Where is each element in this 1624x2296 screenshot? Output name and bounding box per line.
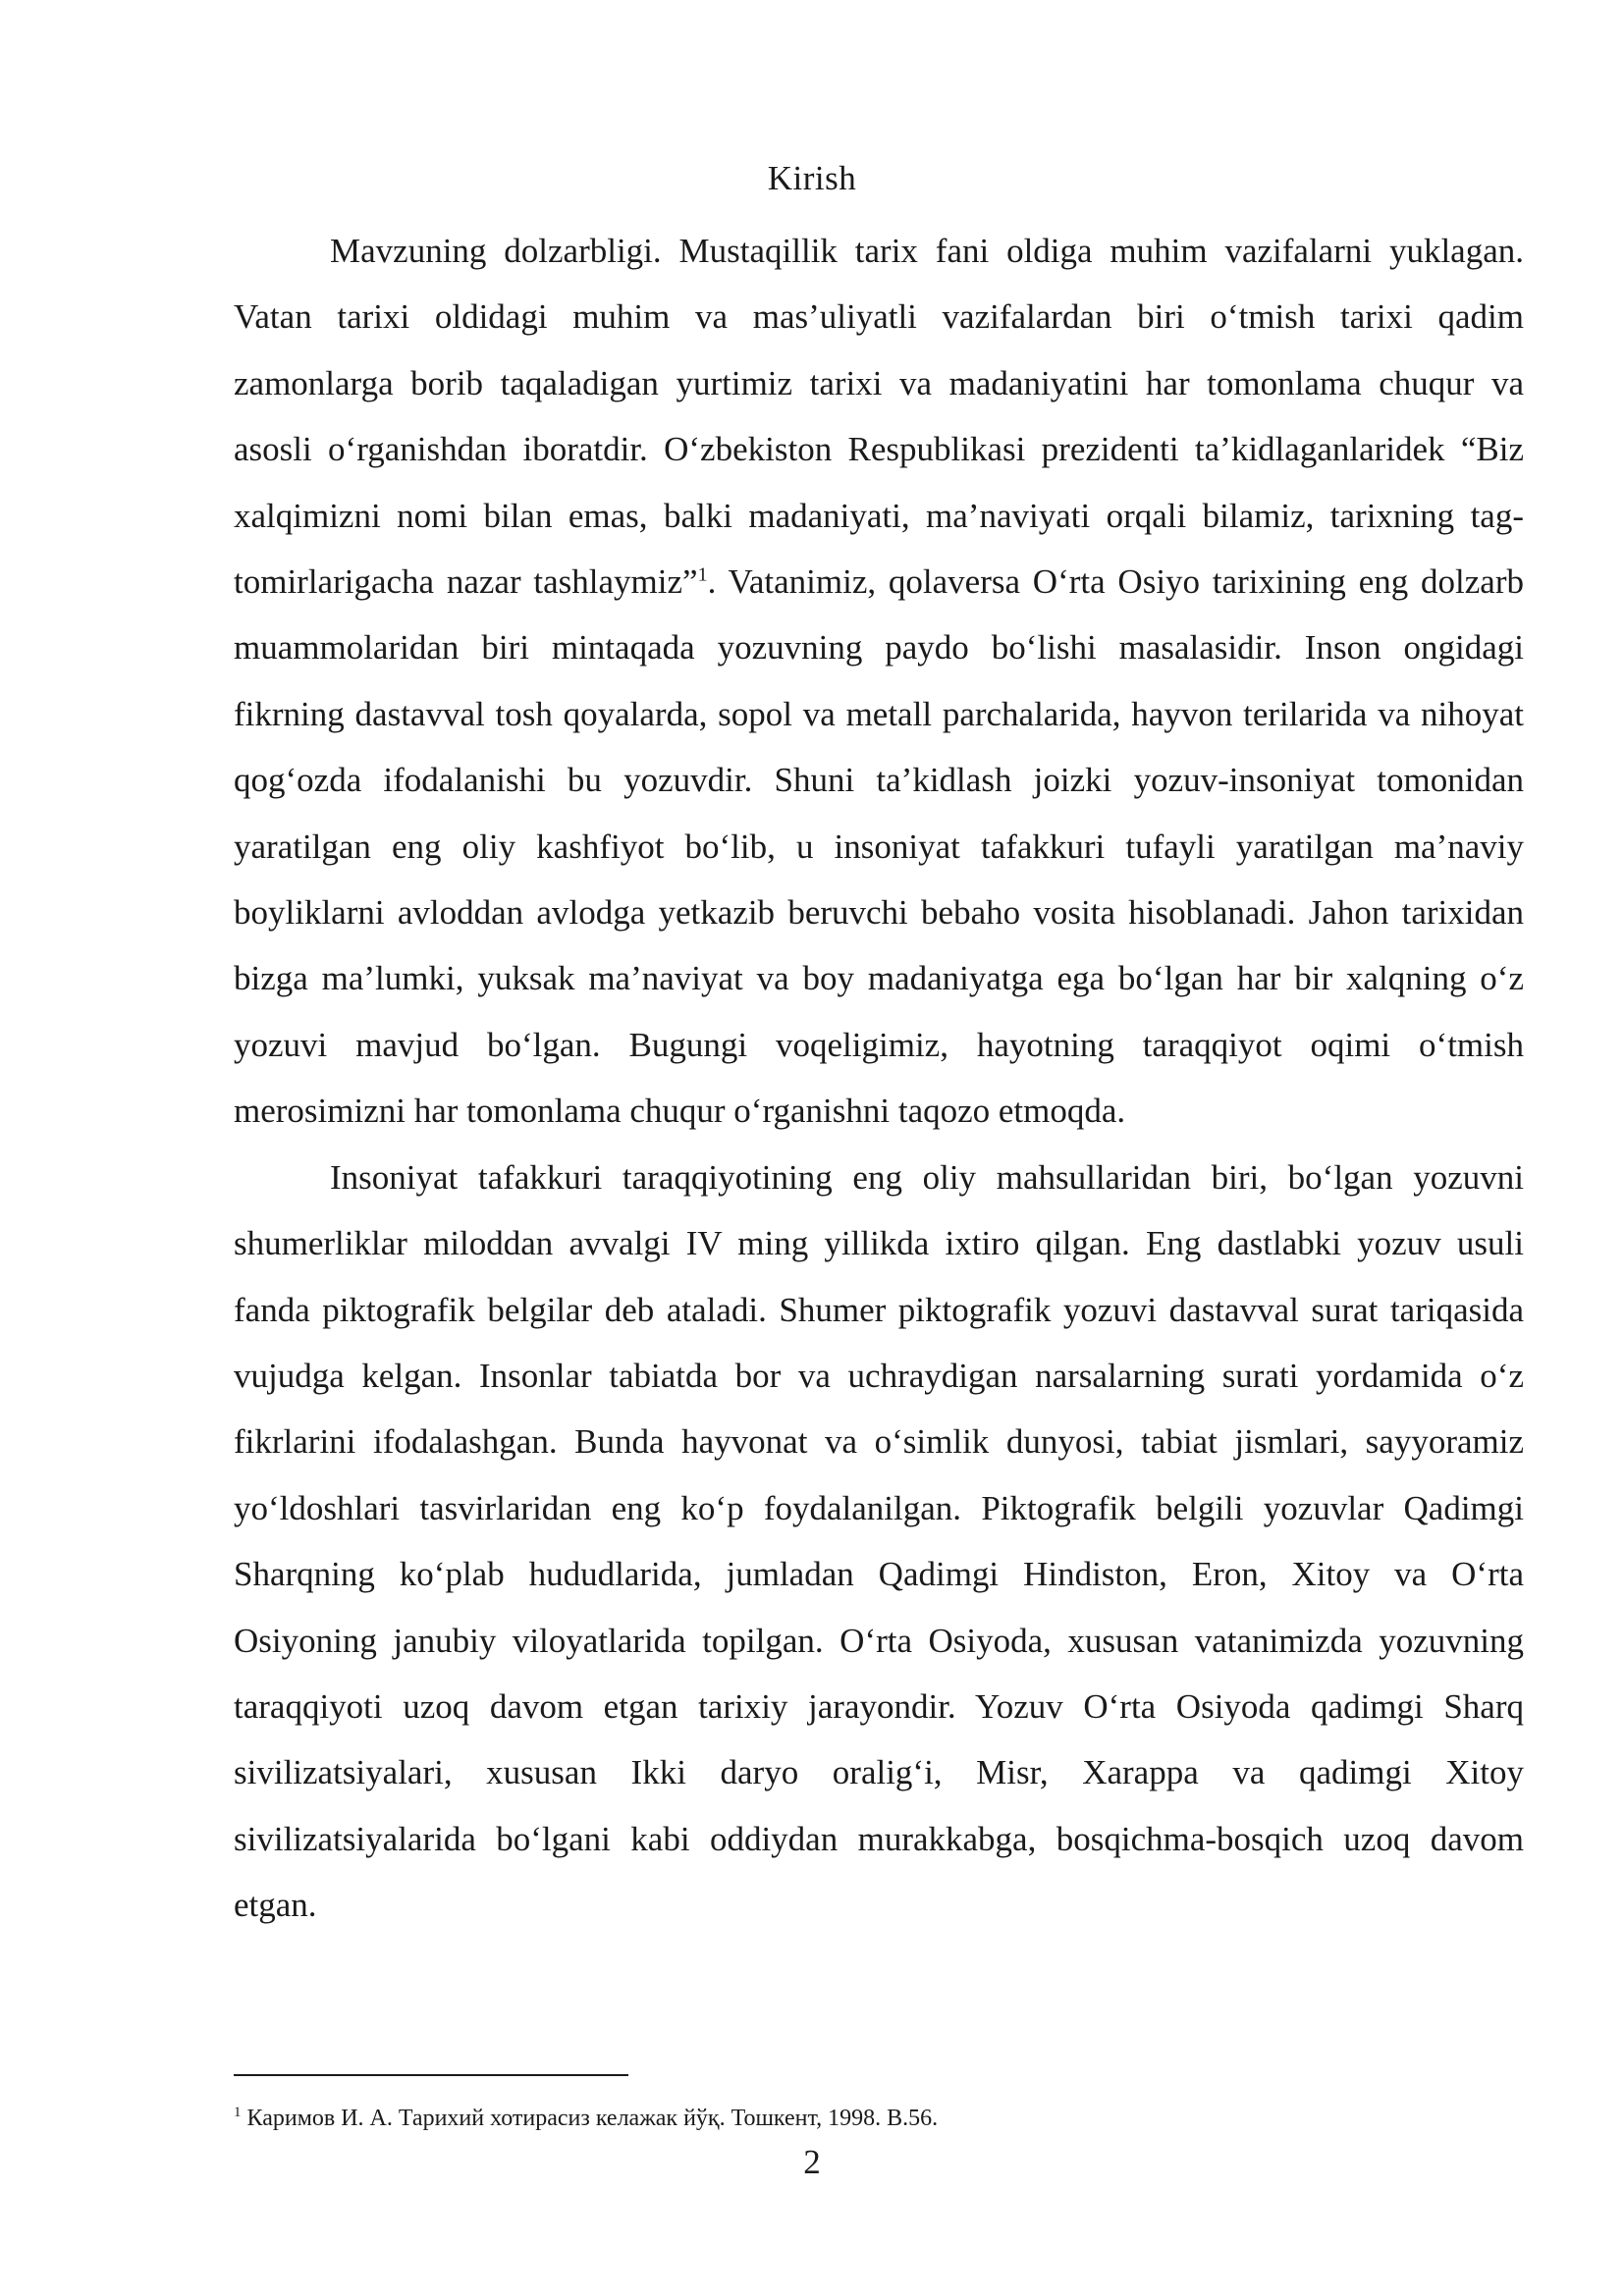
footnote-mark: 1	[234, 2105, 242, 2120]
paragraph-text: Mavzuning dolzarbligi. Mustaqillik tarix fani oldiga muhim vazifalarni yuklagan. Vatan tarixi oldidagi muhim va mas’uliyatli vazifalardan biri o‘tmish tarixi qadim zamonlarga borib taqaladigan yurtimiz tarixi va madaniyatini har tomonlama chuqur va asosli o‘rganishdan iboratdir. O‘zbekiston Respublikasi prezidenti ta’kidlaganlaridek “Biz xalqimizni nomi bilan emas, balki madaniyati, ma’naviyati orqali bilamiz, tarixning tag-tomirlarigacha nazar tashlaymiz”	[234, 232, 1524, 602]
page-number: 2	[803, 2143, 821, 2181]
footnote	[234, 2101, 1524, 2136]
section-heading: Kirish	[767, 159, 857, 197]
paragraph-relevance	[234, 218, 1524, 1145]
footnote-reference[interactable]: 1	[697, 563, 708, 586]
footnote-text: Каримов И. А. Тарихий хотирасиз келажак йўқ. Тошкент, 1998. B.56.	[246, 2106, 939, 2131]
paragraph-writing-history	[234, 1145, 1524, 1939]
body-text	[234, 218, 1524, 1939]
paragraph-text: Insoniyat tafakkuri taraqqiyotining eng oliy mahsullaridan biri, bo‘lgan yozuvni shumerliklar miloddan avvalgi IV ming yillikda ixtiro qilgan. Eng dastlabki yozuv usuli fanda piktografik belgilar deb ataladi. Shumer piktografik yozuvi dastavval surat tariqasida vujudga kelgan. Insonlar tabiatda bor va uchraydigan narsalarning surati yordamida o‘z fikrlarini ifodalashgan. Bunda hayvonat va o‘simlik dunyosi, tabiat jismlari, sayyoramiz yo‘ldoshlari tasvirlaridan eng ko‘p foydalanilgan. Piktografik belgili yozuvlar Qadimgi Sharqning ko‘plab hududlarida, jumladan Qadimgi Hindiston, Eron, Xitoy va O‘rta Osiyoning janubiy viloyatlarida topilgan. O‘rta Osiyoda, xususan vatanimizda yozuvning taraqqiyoti uzoq davom etgan tarixiy jarayondir. Yozuv O‘rta Osiyoda qadimgi Sharq sivilizatsiyalari, xususan Ikki daryo oralig‘i, Misr, Xarappa va qadimgi Xitoy sivilizatsiyalarida bo‘lgani kabi oddiydan murakkabga, bosqichma-bosqich uzoq davom etgan.	[234, 1157, 1524, 1925]
footnote-divider	[234, 2074, 628, 2076]
paragraph-text-continued: . Vatanimiz, qolaversa O‘rta Osiyo tarixining eng dolzarb muammolaridan biri mintaqada yozuvning paydo bo‘lishi masalasidir. Inson ongidagi fikrning dastavval tosh qoyalarda, sopol va metall parchalarida, hayvon terilarida va nihoyat qog‘ozda ifodalanishi bu yozuvdir. Shuni ta’kidlash joizki yozuv-insoniyat tomonidan yaratilgan eng oliy kashfiyot bo‘lib, u insoniyat tafakkuri tufayli yaratilgan ma’naviy boyliklarni avloddan avlodga yetkazib beruvchi bebaho vosita hisoblanadi. Jahon tarixidan bizga ma’lumki, yuksak ma’naviyat va boy madaniyatga ega bo‘lgan har bir xalqning o‘z yozuvi mavjud bo‘lgan. Bugungi voqeligimiz, hayotning taraqqiyot oqimi o‘tmish merosimizni har tomonlama chuqur o‘rganishni taqozo etmoqda.	[234, 562, 1524, 1131]
